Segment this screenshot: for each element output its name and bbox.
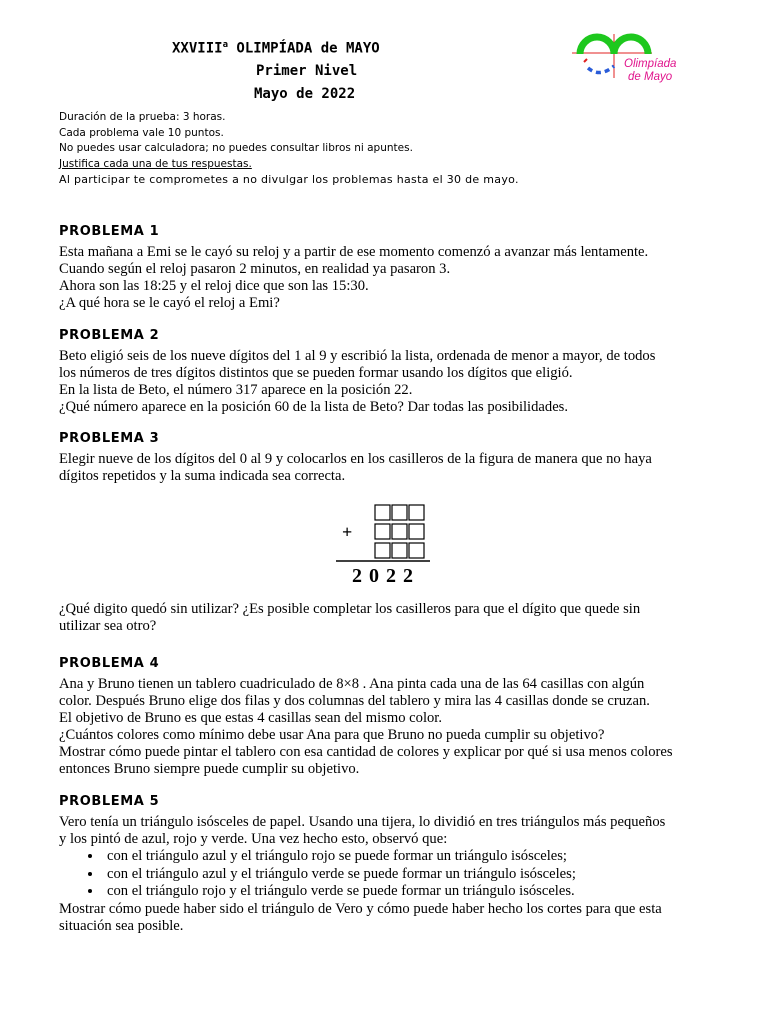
problem-line: los números de tres dígitos distintos que se pueden formar usando los dígitos que eligió. bbox=[59, 365, 573, 381]
problem-line: Esta mañana a Emi se le cayó su reloj y a partir de ese momento comenzó a avanzar más lentamente. bbox=[59, 244, 649, 260]
problem-title: PROBLEMA 5 bbox=[59, 794, 160, 809]
problem-title: PROBLEMA 2 bbox=[59, 328, 160, 343]
instruction-duration: Duración de la prueba: 3 horas. bbox=[59, 111, 226, 123]
problem-1 bbox=[59, 224, 719, 312]
problem-line: Ana y Bruno tienen un tablero cuadriculado de 8×8 . Ana pinta cada una de las 64 casillas con algún bbox=[59, 676, 645, 692]
problem-title: PROBLEMA 1 bbox=[59, 224, 160, 239]
problem-line: situación sea posible. bbox=[59, 917, 184, 934]
problem-line: Beto eligió seis de los nueve dígitos del 1 al 9 y escribió la lista, ordenada de menor a mayor, de todos bbox=[59, 348, 656, 364]
conditions-list bbox=[59, 848, 719, 901]
problem-title: PROBLEMA 4 bbox=[59, 656, 160, 671]
problem-line: Elegir nueve de los dígitos del 0 al 9 y colocarlos en los casilleros de la figura de manera que no haya bbox=[59, 451, 652, 467]
list-item: • con el triángulo azul y el triángulo rojo se puede formar un triángulo isósceles; bbox=[103, 848, 719, 866]
svg-text:de Mayo: de Mayo bbox=[628, 71, 673, 83]
problem-line: Ahora son las 18:25 y el reloj dice que son las 15:30. bbox=[59, 278, 369, 294]
olimpiada-logo bbox=[566, 28, 686, 88]
board-size: 8×8 bbox=[336, 676, 360, 692]
instruction-points: Cada problema vale 10 puntos. bbox=[59, 126, 224, 139]
list-item: • con el triángulo rojo y el triángulo verde se puede formar un triángulo isósceles. bbox=[103, 883, 719, 901]
addition-figure bbox=[330, 502, 440, 592]
problem-title: PROBLEMA 3 bbox=[59, 431, 160, 446]
problem-line: El objetivo de Bruno es que estas 4 casillas sean del mismo color. bbox=[59, 710, 443, 726]
plus-sign: + bbox=[342, 522, 353, 542]
exam-date: Mayo de 2022 bbox=[254, 86, 356, 102]
problem-line: En la lista de Beto, el número 317 aparece en la posición 22. bbox=[59, 382, 413, 398]
problem-line: y los pintó de azul, rojo y verde. Una vez hecho esto, observó que: bbox=[59, 831, 448, 847]
problem-line: dígitos repetidos y la suma indicada sea correcta. bbox=[59, 468, 346, 484]
problem-line: ¿A qué hora se le cayó el reloj a Emi? bbox=[59, 295, 280, 311]
svg-text:Olimpíada: Olimpíada bbox=[624, 58, 677, 70]
problem-line: utilizar sea otro? bbox=[59, 618, 157, 634]
problem-line: Mostrar cómo puede pintar el tablero con esa cantidad de colores y explicar por qué si usa menos colores bbox=[59, 744, 673, 760]
problem-line: entonces Bruno siempre puede cumplir su objetivo. bbox=[59, 761, 360, 777]
list-item: • con el triángulo azul y el triángulo verde se puede formar un triángulo isósceles; bbox=[103, 866, 719, 884]
level-title: Primer Nivel bbox=[256, 63, 358, 79]
problem-line: color. Después Bruno elige dos filas y dos columnas del tablero y mira las 4 casillas donde se cruzan. bbox=[59, 693, 650, 709]
problem-4 bbox=[59, 656, 719, 778]
problem-line: ¿Cuántos colores como mínimo debe usar Ana para que Bruno no pueda cumplir su objetivo? bbox=[59, 727, 605, 743]
sum-result: 2 0 2 2 bbox=[352, 565, 414, 587]
instruction-confidentiality: Al participar te comprometes a no divulgar los problemas hasta el 30 de mayo. bbox=[59, 173, 519, 186]
problem-5 bbox=[59, 794, 719, 935]
instruction-justify: Justifica cada una de tus respuestas. bbox=[59, 157, 252, 170]
problem-3-questions bbox=[59, 601, 719, 635]
problem-3 bbox=[59, 431, 719, 485]
problem-line: Mostrar cómo puede haber sido el triángulo de Vero y cómo puede haber hecho los cortes para que esta bbox=[59, 900, 662, 917]
instruction-no-calculator: No puedes usar calculadora; no puedes consultar libros ni apuntes. bbox=[59, 142, 413, 154]
olympiad-title: XXVIII$^a$ OLIMPÍADA de MAYO bbox=[172, 40, 380, 57]
problem-line: Vero tenía un triángulo isósceles de papel. Usando una tijera, lo dividió en tres triángulos más pequeños bbox=[59, 814, 666, 830]
problem-line: ¿Qué digito quedó sin utilizar? ¿Es posible completar los casilleros para que el dígito que quede sin bbox=[59, 601, 641, 617]
problem-2 bbox=[59, 328, 719, 416]
problem-line: ¿Qué número aparece en la posición 60 de la lista de Beto? Dar todas las posibilidades. bbox=[59, 399, 568, 415]
exam-instructions bbox=[59, 110, 519, 188]
problem-line: Cuando según el reloj pasaron 2 minutos, en realidad ya pasaron 3. bbox=[59, 261, 451, 277]
